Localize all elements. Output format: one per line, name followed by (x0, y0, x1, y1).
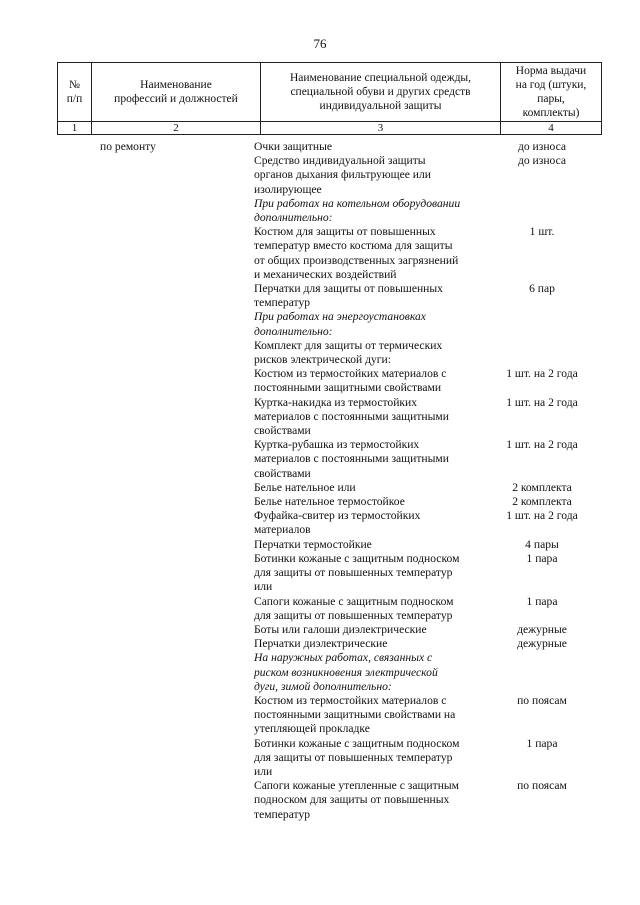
header-num-1: 1 (58, 122, 92, 135)
table-row (0, 538, 640, 552)
table-row (0, 694, 640, 737)
table-row (0, 637, 640, 651)
header-col-profession-text: Наименование профессий и должностей (114, 79, 238, 105)
item-name: На наружных работах, связанных с риском возникновения электрической дуги, зимой дополнительно: (254, 651, 438, 693)
item-name: Средство индивидуальной защиты органов дыхания фильтрующее или изолирующее (254, 154, 431, 196)
table-row (0, 595, 640, 623)
table-row (0, 396, 640, 439)
item-norm: 2 комплекта (512, 480, 572, 494)
item-norm: 6 пар (529, 282, 555, 296)
item-name: Ботинки кожаные с защитным подноском для защиты от повышенных температур или (254, 736, 460, 778)
item-norm: дежурные (517, 637, 567, 651)
page-number: 76 (313, 36, 327, 51)
table-row (0, 154, 640, 197)
header-col-norm-text: Норма выдачи на год (штуки, пары, комплекты) (515, 65, 587, 119)
table-row (0, 779, 640, 822)
item-name: Белье нательное или (254, 480, 356, 494)
item-norm: 4 пары (525, 537, 559, 551)
table-row (0, 509, 640, 537)
item-norm: до износа (517, 140, 567, 153)
table-row (0, 737, 640, 780)
item-norm: по поясам (517, 779, 567, 793)
item-name: Комплект для защиты от термических рисков электрической дуги: (254, 338, 443, 367)
item-name: Сапоги кожаные утепленные с защитным подноском для защиты от повышенных температур (254, 779, 460, 821)
table-row (0, 651, 640, 694)
item-norm: 1 пара (526, 736, 558, 750)
table-row (0, 481, 640, 495)
table-row (0, 339, 640, 367)
table-row (0, 552, 640, 595)
header-col-norm (501, 63, 602, 122)
item-norm: до износа (517, 154, 567, 168)
item-name: При работах на энергоустановках дополнительно: (254, 310, 426, 338)
item-name: Перчатки термостойкие (254, 537, 372, 551)
header-col-num-text: № п/п (66, 79, 83, 105)
item-name: Сапоги кожаные с защитным подноском для защиты от повышенных температур (254, 594, 454, 622)
item-norm: 1 шт. на 2 года (506, 438, 578, 452)
table-row (0, 225, 640, 282)
item-name: Ботинки кожаные с защитным подноском для защиты от повышенных температур или (254, 551, 460, 594)
table-row (0, 140, 640, 154)
item-name: Фуфайка-свитер из термостойких материалов (254, 509, 421, 537)
table-row (0, 197, 640, 225)
table-row (0, 282, 640, 310)
table-row (0, 495, 640, 509)
item-name: Белье нательное термостойкое (254, 495, 405, 509)
item-name: Очки защитные (254, 140, 333, 153)
item-norm: дежурные (517, 622, 567, 636)
item-name: При работах на котельном оборудовании дополнительно: (254, 196, 461, 225)
item-name: Перчатки диэлектрические (254, 637, 388, 651)
item-norm: 1 пара (526, 594, 558, 608)
header-col-num (58, 63, 92, 122)
table-row (0, 310, 640, 338)
item-norm: 2 комплекта (512, 495, 572, 509)
table-body (0, 140, 640, 822)
item-norm: 1 пара (526, 551, 558, 565)
header-col-profession (92, 63, 261, 122)
item-norm: 1 шт. (529, 225, 555, 239)
item-norm: по поясам (517, 693, 567, 707)
header-col-equipment (261, 63, 501, 122)
item-name: Костюм из термостойких материалов с постоянными защитными свойствами (254, 367, 447, 395)
header-num-3: 3 (261, 122, 501, 135)
table-header (57, 62, 602, 135)
item-name: Куртка-рубашка из термостойких материалов с постоянными защитными свойствами (254, 438, 449, 480)
table-row (0, 438, 640, 481)
item-name: Куртка-накидка из термостойких материалов с постоянными защитными свойствами (254, 395, 449, 438)
table-row (0, 623, 640, 637)
item-norm: 1 шт. на 2 года (506, 509, 578, 523)
item-name: Костюм из термостойких материалов с постоянными защитными свойствами на утепляющей прокладке (254, 693, 456, 736)
item-name: Костюм для защиты от повышенных температур вместо костюма для защиты от общих производственных загрязнений и механических воздействий (254, 225, 459, 281)
table-row (0, 367, 640, 395)
header-num-4: 4 (501, 122, 602, 135)
item-norm: 1 шт. на 2 года (506, 367, 578, 381)
item-name: Перчатки для защиты от повышенных температур (254, 282, 443, 310)
profession-cell: по ремонту (100, 140, 156, 153)
item-norm: 1 шт. на 2 года (506, 395, 578, 409)
header-col-equipment-text: Наименование специальной одежды, специальной обуви и других средств индивидуальной защиты (289, 72, 472, 112)
header-num-2: 2 (92, 122, 261, 135)
item-name: Боты или галоши диэлектрические (254, 622, 427, 636)
